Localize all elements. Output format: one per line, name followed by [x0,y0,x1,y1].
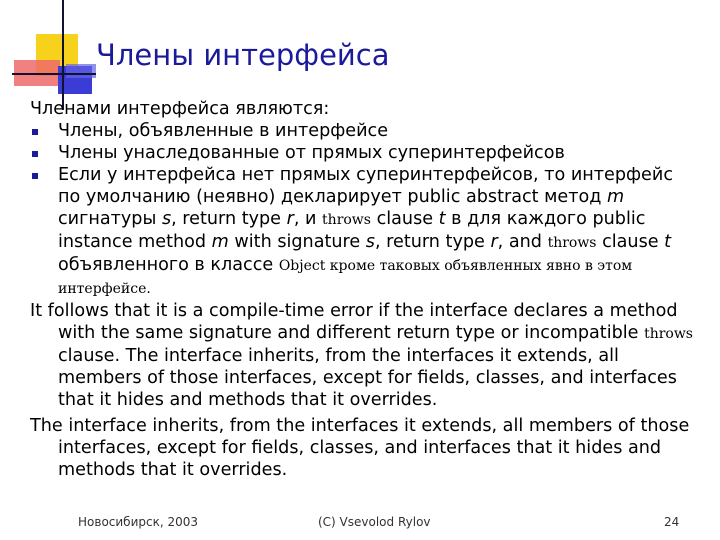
logo-vertical-line [62,0,64,110]
logo-blue-overlay [66,64,96,78]
clause-var: t [664,232,672,252]
footer-location: Новосибирск, 2003 [78,515,199,529]
method-var: m [211,232,229,252]
paragraph-text: It follows that it is a compile-time error if the interface declares a method with the same signature and different return type or incompatible [30,301,678,343]
return-type-var: r [286,209,294,229]
slide-title: Члены интерфейса [96,38,390,72]
throws-keyword: throws [322,212,371,228]
intro-text: Членами интерфейса являются: [30,99,330,119]
bullet-item [30,120,700,142]
bullet-square-icon [32,173,38,179]
slide-logo [0,0,100,100]
paragraph-compile-error [30,300,700,411]
bullet-text: Члены, объявленные в интерфейсе [58,121,389,141]
page-number: 24 [664,515,680,529]
bullet-item [30,142,700,164]
paragraph-text: clause. The interface inherits, from the interfaces it extends, all members of those interfaces, except for fields, classes, and interfaces that it hides and methods that it overrides. [58,346,677,410]
bullet-text-part: , return type [374,232,491,252]
bullet-text-part: , return type [171,209,287,229]
serif-tail-text: Object кроме таковых объявленных явно в этом интерфейсе. [58,258,633,297]
bullet-square-icon [32,129,38,135]
signature-var: s [161,209,172,229]
bullet-text-part: объявленного в классе [58,255,279,275]
bullet-text-part: clause [370,209,439,229]
bullet-item [30,164,700,300]
bullet-text: Члены унаследованные от прямых суперинтерфейсов [58,143,565,163]
signature-var: s [365,232,375,252]
footer-author: (C) Vsevolod Rylov [318,515,431,529]
bullet-text-part: в для каждого public instance method [58,209,646,252]
bullet-text-part: with signature [228,232,366,252]
paragraph-inherits: The interface inherits, from the interfaces it extends, all members of those interfaces, except for fields, classes, and interfaces that it hides and methods that it overrides. [30,416,690,480]
bullet-text-part: clause [596,232,665,252]
return-type-var: r [490,232,498,252]
bullet-text-part: , and [497,232,548,252]
clause-var: t [438,209,446,229]
slide-content [30,98,700,481]
bullet-square-icon [32,151,38,157]
bullet-text-part: сигнатуры [58,209,162,229]
throws-keyword: throws [547,235,597,251]
bullet-text-part: , и [293,209,323,229]
logo-horizontal-line [12,73,96,75]
bullet-text-part: Если у интерфейса нет прямых суперинтерфейсов, то интерфейс по умолчанию (неявно) декларирует public abstract метод [58,165,673,207]
throws-keyword: throws [644,326,693,342]
method-var: m [607,187,625,207]
